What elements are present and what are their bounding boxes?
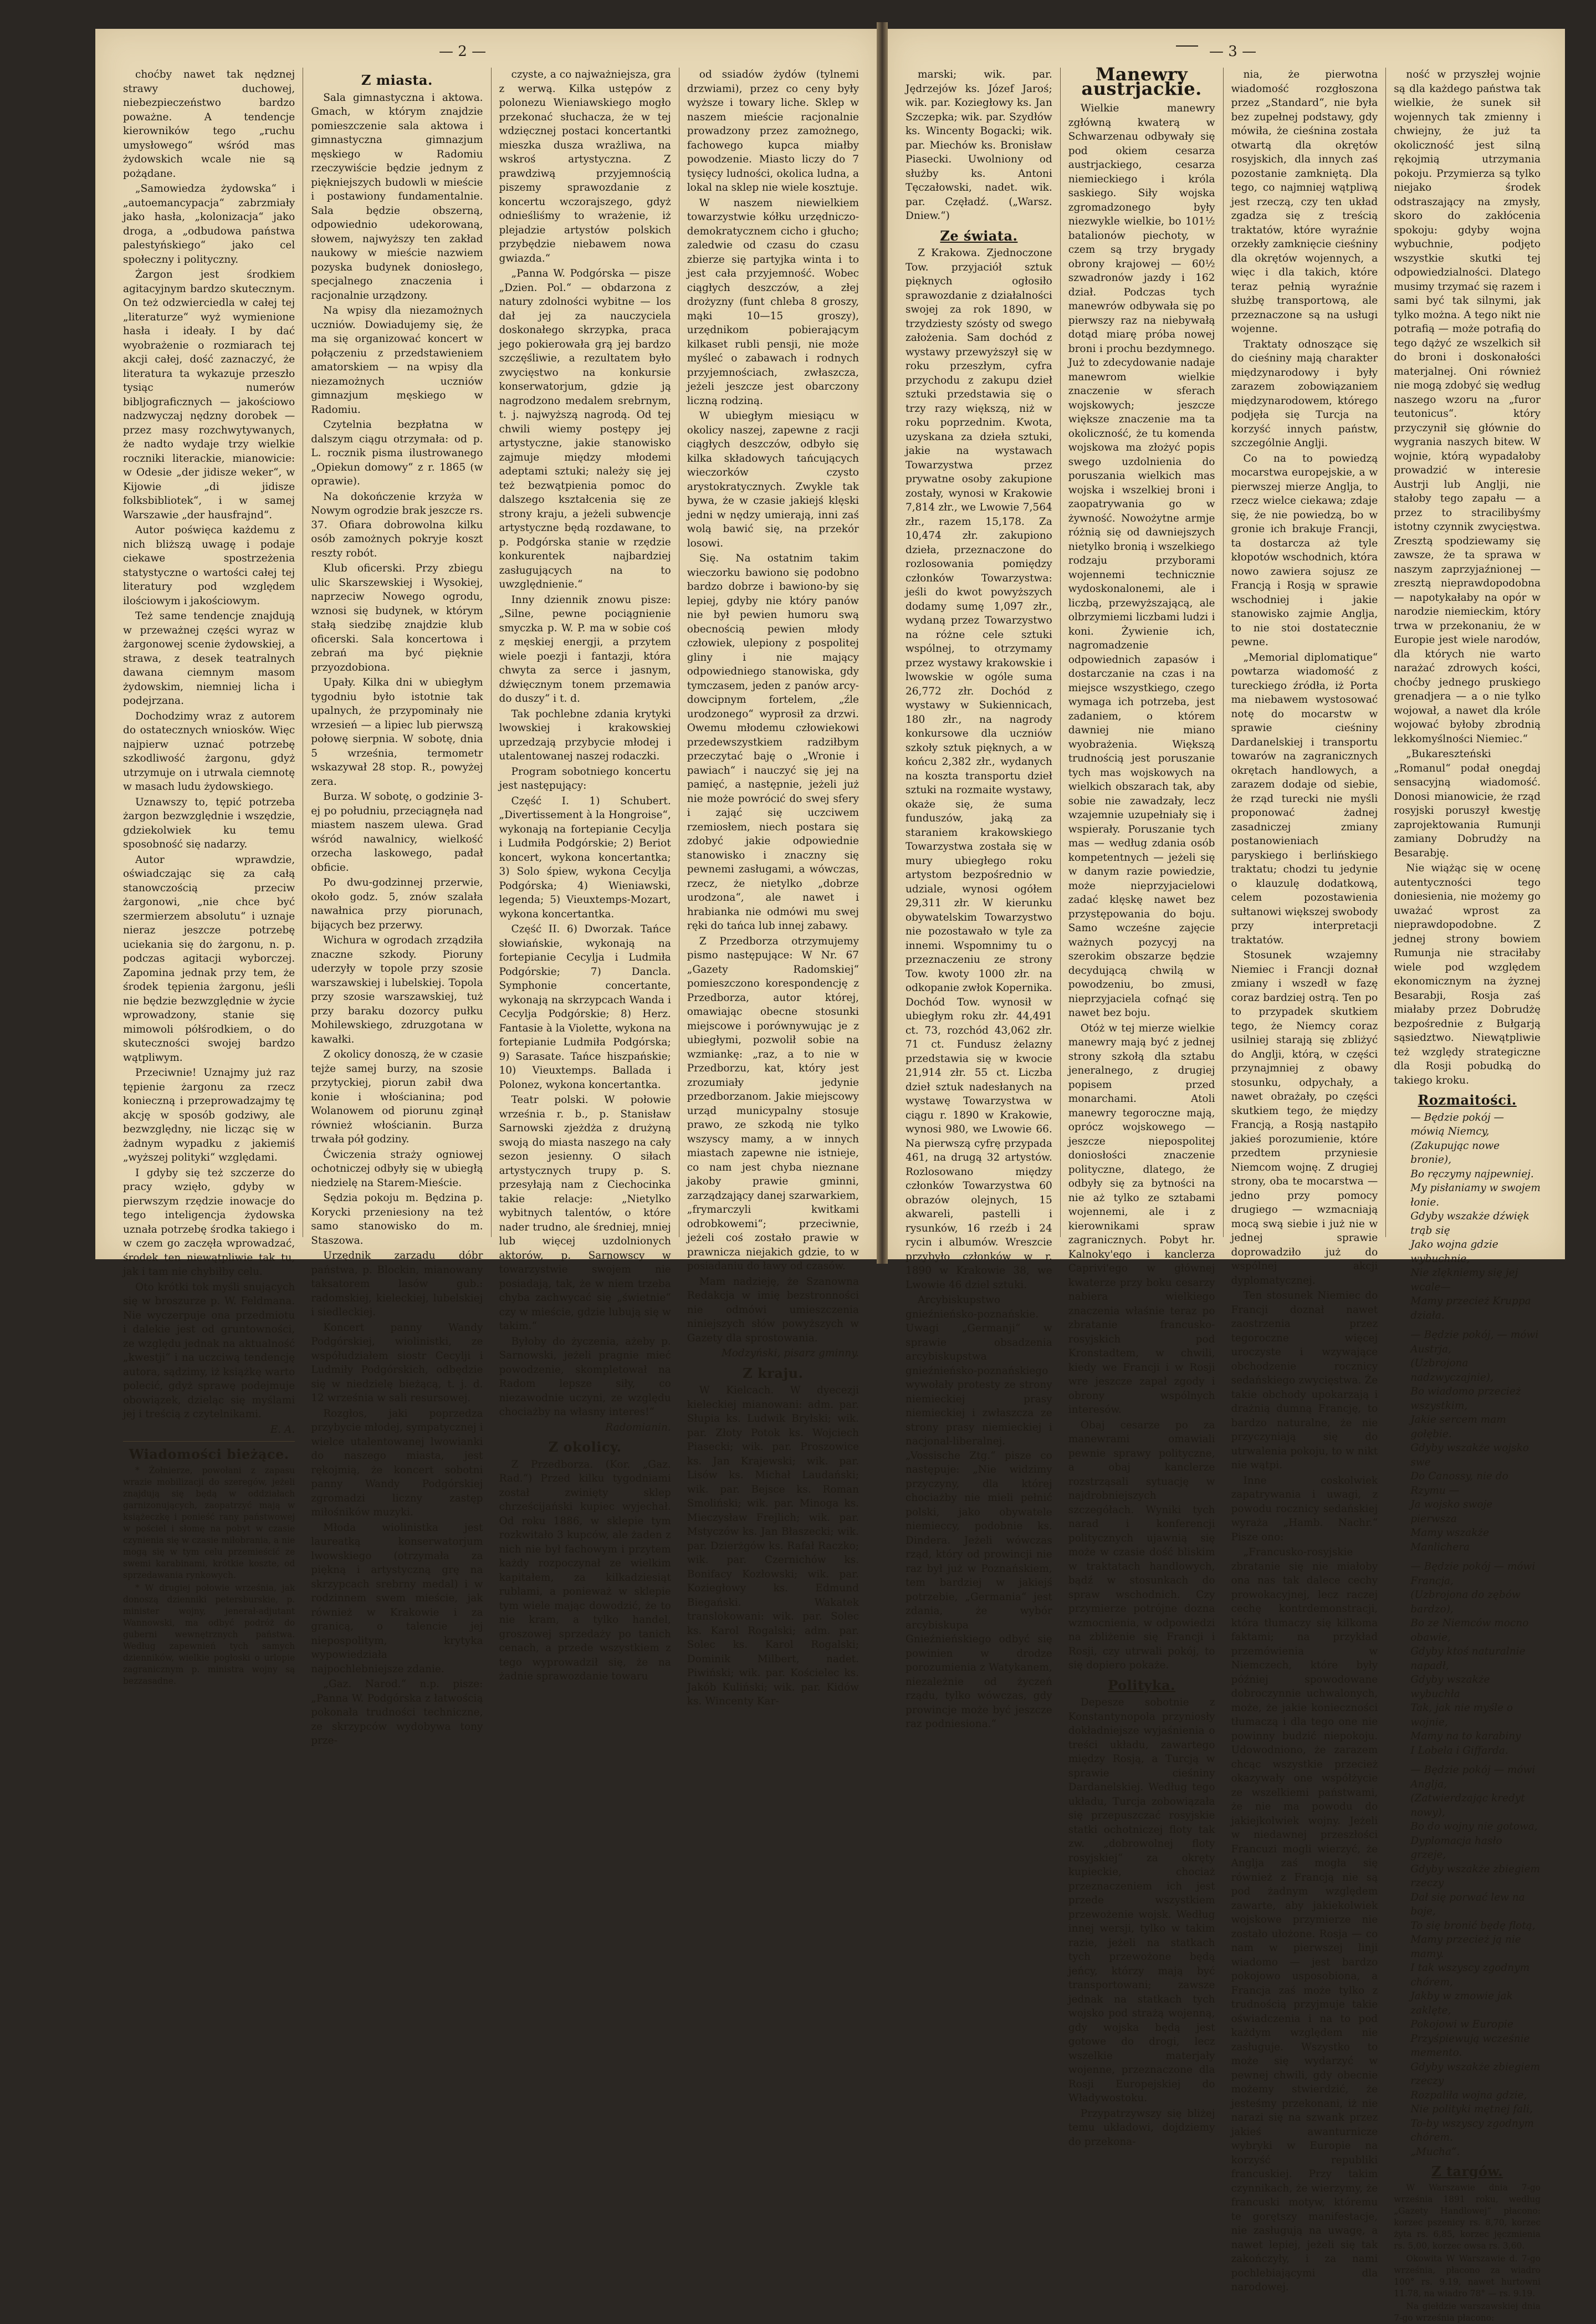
paragraph-group bbox=[906, 68, 1052, 223]
paragraph: Inne coskolwiek zapatrywania i uwagi, z powodu rocznicy sedańskiej wyraża „Hamb. Nachr.“ Pisze ono: bbox=[1231, 1474, 1378, 1543]
paragraph-group bbox=[123, 1465, 295, 1687]
right-page-number: — 3 — bbox=[1209, 43, 1257, 60]
paragraph: „Memorial diplomatique“ powtarza wiadomość z tureckiego źródła, iż Porta ma niebawem wystosować notę do mocarstw w sprawie cieśniny Dardanelskiej i transportu towarów na zagranicznych okrętach handlowych, a zarazem dodaje od siebie, że rząd turecki nie myśli proponować żadnej zasadniczej zmiany postanowieniach paryskiego i berlińskiego traktatu; chodzi tu jedynie o klauzulę dodatkową, celem pozostawienia sułtanowi większej swobody przy interpretacji traktatów. bbox=[1231, 651, 1378, 946]
section-title-world: Ze świata. bbox=[940, 227, 1018, 244]
paragraph: Uznawszy to, tępić potrzeba żargon bezwzględnie i wszędzie, gdziekolwiek ku temu sposobność się nadarzy. bbox=[123, 796, 295, 850]
left-column-2 bbox=[303, 68, 491, 1746]
left-columns bbox=[115, 68, 867, 1746]
right-column-2 bbox=[1061, 64, 1224, 2148]
poem-line: My pisłaniamy w swojem łonie. bbox=[1410, 1182, 1541, 1208]
poem-line: Przyśpiewują wcześnie memento. bbox=[1410, 2032, 1530, 2059]
left-column-1 bbox=[115, 68, 303, 1686]
paragraph: Teatr polski. W połowie września r. b., p. Stanisław Sarnowski zjeżdża z drużyną swoją do miasta naszego na cały sezon jesienny. O siłach artystycznych trupy p. S. przesyłają nam z Ciechocinka takie relacje: „Nietylko wybitnych talentów, o które nader trudno, ale średniej, mniej lub więcej uzdolnionych aktorów, p. Sarnowscy w towarzystwie swojem nie posiadają, tak, że w niem trzeba chyba zachwycać się „świetnie“ czy w mieście, gdzie lubują się w takim.“ bbox=[499, 1094, 671, 1332]
paragraph: Na giełdzie warszawskiej dnia 7-go września płacono: bbox=[1394, 2301, 1541, 2323]
paragraph: Część II. 6) Dworzak. Tańce słowiańskie, wykonają na fortepianie Cecylja i Ludmiła Podgórskie; 7) Dancla. Symphonie concertante, wykonają na skrzypcach Wanda i Cecylja Podgórskie; 8) Herz. Fantasie à la Violette, wykona na fortepianie Ludmiła Podgórska; 9) Sarasate. Tańce hiszpańskie; 10) Vieuxtemps. Ballada i Polonez, wykona koncertantka. bbox=[499, 923, 671, 1091]
poem-line: Dał się porwać lew na boje, bbox=[1410, 1891, 1525, 1917]
poem-line: Dyplomacja hasło grzeje, bbox=[1410, 1835, 1502, 1861]
section-title-politics: Polityka. bbox=[1108, 1677, 1175, 1693]
poem-line: Gdyby wszakże zbiegiem rzeczy bbox=[1410, 2061, 1541, 2087]
poem-line: Nie zlękniemy się jej wcale— bbox=[1410, 1267, 1518, 1293]
paragraph: Sędzia pokoju m. Będzina p. Korycki przeniesiony na też samo stanowisko do m. Staszowa. bbox=[311, 1192, 483, 1247]
paragraph: czyste, a co najważniejsza, gra z werwą. Kilka ustępów z polonezu Wieniawskiego mogło przekonać słuchacza, że w tej wdzięcznej postaci koncertantki mieszka dusza wrażliwa, na wskroś artystyczna. Z prawdziwą przyjemnością piszemy sprawozdanie z koncertu wczorajszego, gdyż odnieśliśmy to wrażenie, iż plejadzie artystów polskich przybędzie niebawem nowa gwiazda.“ bbox=[499, 69, 671, 264]
right-page bbox=[888, 29, 1565, 2323]
poem-line: Mamy przecież Kruppa działa. bbox=[1410, 1295, 1531, 1321]
section-title-news: Wiadomości bieżące. bbox=[129, 1446, 289, 1462]
poem-line: Gdyby wszakże zbiegiem rzeczy bbox=[1410, 1863, 1541, 1889]
paragraph: Też same tendencje znajdują w przeważnej części wyraz w żargonowej scenie żydowskiej, a strawa, z desek teatralnych dawana ciemnym masom żydowskim, niemniej licha i podejrzana. bbox=[123, 610, 295, 707]
poem-line: Ja wojsko swoje pierwsza bbox=[1410, 1499, 1493, 1525]
poem-line: Pokojowi w Europie bbox=[1410, 2019, 1513, 2030]
paragraph: Przeciwnie! Uznajmy już raz tępienie żargonu za rzecz konieczną i przeprowadzajmy tę akcję w sposób godziwy, ale bezwzględny, nie licząc się w żadnym wypadku z jakiemiś „wyższej polityki“ względami. bbox=[123, 1067, 295, 1163]
poem-line: — Będzie pokój — mówi Francja, bbox=[1410, 1561, 1536, 1587]
paragraph: Rozgłos, jaki poprzedza przybycie młodej, sympatycznej i wielce utalentowanej lwowianki do naszego miasta, jest rękojmią, że koncert sobotni panny Wandy Podgórskiej zgromadzi liczny zastęp miłośników muzyki. bbox=[311, 1407, 483, 1518]
paragraph-group bbox=[906, 246, 1052, 1731]
poem-line: (Uzbrojona nadzwyczajnie), bbox=[1410, 1357, 1493, 1383]
paragraph: „Panna W. Podgórska — pisze „Dzien. Pol.“ — obdarzona z natury zdolności wybitne — los dał jej za nauczyciela doskonałego skrzypka, praca jego pokierowała grą jej bardzo szczęśliwie, a rezultatem było zwycięstwo na konkursie konserwatorjum, gdzie ją nagrodzono medalem srebrnym, t. j. najwyższą nagrodą. Od tej chwili wiemy postępy jej artystyczne, jakie stanowisko zajmuje między młodemi adeptami sztuki; należy się jej też bezwątpienia pomoc do dalszego kształcenia się ze strony kraju, a jeżeli subwencje artystyczne będą rozdawane, to p. Podgórska stanie w rzędzie konkurentek najbardziej zasługujących na to uwzględnienie.“ bbox=[499, 268, 671, 590]
book-gutter bbox=[877, 22, 888, 1264]
paragraph: Tak pochlebne zdania krytyki lwowskiej i krakowskiej uprzedzają przybycie młodej i utalentowanej naszej rodaczki. bbox=[499, 708, 671, 762]
right-column-1 bbox=[898, 68, 1061, 1730]
poem-line: Bo do wojny nie gotowa, bbox=[1410, 1821, 1538, 1832]
paragraph-group bbox=[687, 68, 859, 1345]
paragraph: Oto krótki tok myśli snujących się w broszurze p. W. Feldmana. Nie wyczerpuje ona przedmiotu i dalekie jest od gruntowności, ze względu jednak na aktualność „kwestji“ i na uczciwą tendencję autora, sądzimy, iż książkę warto polecić, gdyż sprawę podejmuje obowiązek, dzieląc się myślami jej i treścią z czytelnikami. bbox=[123, 1281, 295, 1420]
paragraph: Na wpisy dla niezamożnych uczniów. Dowiadujemy się, że ma się organizować koncert w połączeniu z przedstawieniem amatorskiem — na wpisy dla niezamożnych uczniów gimnazjum męskiego w Radomiu. bbox=[311, 305, 483, 416]
paragraph-group bbox=[311, 91, 483, 1748]
right-columns bbox=[898, 64, 1548, 2323]
paragraph: Się. Na ostatnim takim wieczorku bawiono się podobno bardzo dobrze i bawiono-by się lepiej, gdyby nie który panów nie był pewien humoru swą obecnością pewien młody człowiek, ulepiony z pospolitej gliny i nie mający odpowiedniego stanowiska, gdy tymczasem, jeden z panów arcy-dowcipnym fortelem, „źle urodzonego“ wyprosił za drzwi. Owemu młodemu człowiekowi przedewszystkiem radziłbym przeczytać baję o „Wronie i pawiach“ i nauczyć się jej na pamięć, a następnie, jeżeli już nie może powrócić do swej sfery i zająć się uczciwem rzemiosłem, niech postara się zdobyć jakie odpowiednie stanowisko i znaczny się pewnemi zasługami, a wówczas, rzecz, że nietylko „dobrze urodzona“, ale nawet i hrabianka nie odmówi mu swej ręki do tańca lub innej zabawy. bbox=[687, 553, 859, 932]
paragraph: Czytelnia bezpłatna w dalszym ciągu otrzymała: od p. L. rocznik pisma ilustrowanego „Opiekun domowy“ z r. 1865 (w oprawie). bbox=[311, 419, 483, 487]
paragraph-group bbox=[1394, 68, 1541, 1087]
paragraph-group bbox=[499, 1458, 671, 1684]
paragraph: I gdyby się też szczerze do pracy wzięło, gdyby w pierwszym rzędzie inowacje do tego inteligencja żydowska uznała potrzebę środka takiego i w czem go zaczęła wprowadzać, środek ten niewątpliwie tak tu, jak i tam nie chybiłby celu. bbox=[123, 1167, 295, 1278]
paragraph-group bbox=[499, 68, 671, 1419]
paragraph: Nie wiążąc się w ocenę autentyczności tego doniesienia, nie możemy go uważać wprost za nieprawdopodobne. Z jednej strony bowiem Rumunja nie straciłaby wiele pod względem ekonomicznym na żyznej Besarabji, Rosja zaś miałaby przez Dobrudżę bezpośrednie z Bułgarją sąsiedztwo. Niewątpliwie też względy strategiczne dla Rosji pobudką do takiego kroku. bbox=[1394, 862, 1541, 1086]
paragraph: Arcybiskupstwo gnieźnieńsko-poznańskie. Uwagi „Germanji“ w sprawie obsadzenia arcybiskupstwa gnieźnieńsko-poznańskiego wywołały protesty ze strony niemieckiej prasy niemieckiej i zwłaszcza ze strony prasy niemieckiej i nacjonal-liberalnej. „Vossische Ztg.“ pisze co następuje: „Nie widzimy przyczyny, dla której chociażby nie mieli pełnić polski, jako obywatele niemieccy, podobnie ks. Dindera. Jeżeli wówczas rząd, który od prowincji nie raz był już w Poznańskiem, tem bardziej w jakiejś potrzebie, „Germania“ jest zdania, że wybór arcybiskupa Gnieźnieńskiego odbyć się powinien w drodze porozumienia z Watykanem, niezależnie od życzeń rządu, tylko wówczas, gdy prowincje może być jeszcze raz podniesiona.“ bbox=[906, 1294, 1052, 1730]
paragraph: Stosunek wzajemny Niemiec i Francji doznał zmiany i wszedł w fazę coraz bardziej ostrą. Ten po to przypadek skutkiem tego, że Niemcy coraz usilniej starają się zbliżyć do Anglji, którą, w części przynajmniej z obawy stosunku, odpychały, a nawet obrażały, po części skutkiem tego, że między Francją, a Rosją nastąpiło jakieś porozumienie, które przedtem przyniesie Niemcom wojnę. Z drugiej strony, oba te mocarstwa — jedno przy pomocy drugiego — wzmacniają mocą swą siebie i już nie w jednej sprawie doprowadziło już do wspólnej akcji dyplomatycznej. bbox=[1231, 949, 1378, 1286]
paragraph: Dochodzimy wraz z autorem do ostatecznych wniosków. Więc najpierw uznać potrzebę szkodliwość żargonu, gdyż utrzymuje on i utrwala ciemnotę w masach ludu żydowskiego. bbox=[123, 710, 295, 793]
paragraph: Ten stosunek Niemiec do Francji doznał nawet zaostrzenia przez tegoroczne więcej uroczyste i wzywające obchodzenie rocznicy sedańskiego zwycięstwa. Że takie obchody upokarzają i drażnią dumną Francję, to bardzo naturalne, że nie przyczyniają się do utrwalenia pokoju, to w nikt nie wątpi. bbox=[1231, 1290, 1378, 1471]
paragraph: Inny dziennik znowu pisze: „Silne, pewne pociągnienie smyczka p. W. P. ma w sobie coś z męskiej energji, a przytem wiele poezji i fantazji, która chwyta za serce i jasnym, dźwięcznym tonem przemawia do duszy“ i t. d. bbox=[499, 594, 671, 704]
paragraph: Upały. Kilka dni w ubiegłym tygodniu było istotnie tak upalnych, że przypominały nie wrzesień — a lipiec lub pierwszą połowę sierpnia. W sobotę, dnia 5 września, termometr wskazywał 28 stop. R., powyżej zera. bbox=[311, 677, 483, 788]
section-title-region: Z okolicy. bbox=[548, 1439, 622, 1455]
section-title-country: Z kraju. bbox=[743, 1365, 804, 1381]
poem-line: Gdyby ktoś naturalnie napadł, bbox=[1410, 1646, 1526, 1672]
left-page-number: — 2 — bbox=[439, 43, 487, 60]
paragraph-group bbox=[1068, 101, 1215, 1673]
paragraph: Obaj cesarze po za manewrami omawiali pewnie sprawy polityczne, a obaj kanclerze rozstrząsali sytuację w najdrobniejszych szczegółach. Wyniki tych narad i konferencji politycznych ujawnią się może w czasie dość bliskim w traktatach handlowych, bądź w stosunkach do spraw wschodnich. Czy przymierze potrójne dozna wzmocnienia, w odpowiedzi na zbliżenie się Francji i Rosji, czy utrwali pokój, to się dopiero pokaże. bbox=[1068, 1419, 1215, 1671]
paragraph: Traktaty odnoszące się do cieśniny mają charakter międzynarodowy i były zarazem zobowiązaniem międzynarodowem, którego podjęła się Turcja na korzyść innych państw, szczególnie Anglji. bbox=[1231, 338, 1378, 449]
paragraph-group bbox=[687, 1383, 859, 1709]
poem-line: I tak wszyscy zgodnym chórem, bbox=[1410, 1962, 1530, 1988]
poem-line: — Będzie pokój, — mówi Austrja, bbox=[1410, 1329, 1539, 1355]
poem-line: Mamy przecież ją nie mamy. bbox=[1410, 1934, 1521, 1960]
section-title-miscellany: Rozmaitości. bbox=[1418, 1092, 1517, 1108]
poem-line: Jakie sercem mam gołębie. bbox=[1410, 1414, 1506, 1440]
paragraph: Z Przedborza otrzymujemy pismo następujące: W Nr. 67 „Gazety Radomskiej“ pomieszczono korespondencję z Przedborza, autor której, omawiając obecne stosunki miejscowe i porównywując je z ubiegłymi, pozwolił sobie na wzmiankę: „raz, a to nie w Przedborzu, kat, który jest zrozumiały jedynie przedborzanom. Jakie miejscowy urząd municypalny stosuje prawo, ze szkodą nie tylko wszyscy mamy, a w innych miastach zapewne nie istnieje, co nam jest chyba nieznane jakoby prawie gminni, zarządzający danej szarwarkiem, „frymarczyli kwitkami odrobkowemi“; przeciwnie, jeżeli coś zostało prawie w prawnicza niejakich gdzie, to w posiadaniu do ławy od czasów. bbox=[687, 935, 859, 1272]
poem-line: Gdyby wszakże wybuchła bbox=[1410, 1674, 1490, 1700]
paragraph: Sala gimnastyczna i aktowa. Gmach, w którym znajdzie pomieszczenie sala aktowa i gimnastyczna gimnazjum męskiego w Radomiu rzeczywiście będzie jednym z piękniejszych budowli w mieście i postawiony fundamentalnie. Sala będzie obszerną, odpowiednio udekorowaną, słowem, najwyższy ten zakład naukowy w mieście nazwiem pozyska budynek doniosłego, specjalnego znaczenia i racjonalnie urządzony. bbox=[311, 91, 483, 302]
poem-line: To się bronić będę flotą, bbox=[1410, 1919, 1536, 1932]
right-column-3 bbox=[1224, 68, 1387, 2293]
paragraph: W Warszawie dnia 7-go września 1891 roku, według „Gazety Handlowej“ płacono: korzec pszenicy rs. 8,70, korzec żyta rs. 6,85, korzec jęczmienia rs. 5,00, korzec owsa rs. 3,60. bbox=[1394, 2182, 1541, 2251]
poem-line: Jako wojna gdzie wybuchnie, bbox=[1410, 1239, 1498, 1265]
article-signature: E. A. bbox=[270, 1423, 295, 1436]
section-title-city: Z miasta. bbox=[361, 72, 433, 88]
poem-line: — Będzie pokój — mówią Niemcy, bbox=[1410, 1111, 1504, 1137]
paragraph: „Samowiedza żydowska“ i „autoemancypacja“ zabrzmiały jako hasła, „kolonizacja“ jako droga, a „odbudowa państwa palestyńskiego“ jako cel społeczny i polityczny. bbox=[123, 183, 295, 265]
paragraph: „Gaz. Narod.“ n.p. pisze: „Panna W. Podgórska z łatwością pokonała trudności techniczne, ze skrzypców wydobywa tony prze- bbox=[311, 1678, 483, 1746]
section-title-markets: Z targów. bbox=[1431, 2163, 1503, 2179]
poem-line: Bo wiadomo przecież wszystkim, bbox=[1410, 1386, 1521, 1412]
paragraph: Po dwu-godzinnej przerwie, około godz. 5, znów szalała nawałnica przy piorunach, bijących bez przerwy. bbox=[311, 877, 483, 931]
poem-line: Gdyby wszakże wojsko swe bbox=[1410, 1442, 1529, 1468]
paragraph: Koncert panny Wandy Podgórskiej, wiolinistki, ze współudziałem siostr Cecylji i Ludmiły Podgórskich, odbędzie się w niedzielę bieżącą, t. j. d. 12 września w sali resursowej. bbox=[311, 1321, 483, 1404]
paragraph: * Żołnierze, powołani z zapasu wrazie mobilizacji do szeregów, jeżeli znajdują się będą w oddziałach garnizonujących, zaopatrzyć mają w książeczkę i ponieść rany państwowej w pościel i słomę na pobyt w czasie czynienia się w czasie miłobrania, a nie mogą się w tym celu przemieścić ze swemi karabinami, krótkie koszte, od sprzedawania rynkowych. bbox=[123, 1465, 295, 1580]
paragraph: Mam nadzieję, że Szanowna Redakcja w imię bezstronności nie odmówi umieszczenia niniejszych słów powyższych w Gazety dla sprostowania. bbox=[687, 1275, 859, 1344]
poem-line: To-by wszyscy zgodnym chórem. bbox=[1410, 2117, 1534, 2143]
poem-line: Tak, jak nie myśle o wojnie, bbox=[1410, 1702, 1513, 1728]
paragraph: Urzędnik zarządu dóbr państwa, p. Blockin, mianowany taksatorem lasów gub.: radomskiej, kieleckiej, lubelskiej i siedleckiej. bbox=[311, 1250, 483, 1318]
poem-line: Bo ręczymy najpewniej. bbox=[1410, 1168, 1534, 1180]
paragraph: Z okolicy donoszą, że w czasie tejże samej burzy, na szosie przytyckiej, piorun zabił dwa konie i włościanina; pod Wolanowem od piorunu zginął również włościanin. Burza trwała pół godziny. bbox=[311, 1049, 483, 1145]
paragraph: Co na to powiedzą mocarstwa europejskie, a w pierwszej mierze Anglja, to rzecz wielce ciekawa; zdaje się, że nie powiedzą, bo w gronie ich brakuje Francji, ta dostarcza aż tyle kłopotów wschodnich, która nowo zawiera sojusz ze Francją i Rosją w sprawie wschodniej i jakie stanowisko zajmie Anglja, to nie stoi dostatecznie pewne. bbox=[1231, 452, 1378, 648]
paragraph: Autor wprawdzie, oświadczając się za całą stanowczością przeciw żargonowi, „nie chce być szermierzem absolutu“ i uznaje nieraz jeszcze potrzebę uciekania się do żargonu, n. p. podczas agitacji wyborczej. Zapomina jednak przy tem, że środek tępienia żargonu, jeśli nie będzie bezwzględnie w życie wprowadzony, stanie się mimowoli półśrodkiem, o do skuteczności swojej bardzo wątpliwym. bbox=[123, 854, 295, 1064]
poem-line: — Będzie pokój — mówi Anglja, bbox=[1410, 1764, 1536, 1790]
poem-line: (Uzbrojona do zębów bardzo), bbox=[1410, 1589, 1521, 1615]
paragraph: marski; wik. par. Jędrzejów ks. Józef Jaroś; wik. par. Koziegłowy ks. Jan Szczepka; wik. par. Szydłów ks. Wincenty Bogacki; wik. par. Miechów ks. Bronisław Piasecki. Uwolniony od służby ks. Antoni Tęczałowski, nadet. wik. par. Częładź. („Warsz. Dniew.“) bbox=[906, 69, 1052, 222]
paragraph: W naszem niewielkiem towarzystwie kółku urzędniczo-demokratycznem cicho i głucho; zaledwie od czasu do czasu zbierze się partyjka winta i to jest cała przyjemność. Wobec ciągłych deszczów, a złej drożyzny (funt chleba 8 groszy, mąki 10—15 groszy), urzędnikom pobierającym kilkaset rubli pensji, nie może myśleć o zabawach i rodnych przyjemnościach, zwłaszcza, jeżeli jeszcze jest obarczony liczną rodziną. bbox=[687, 197, 859, 407]
article-signature: Modzyński, pisarz gminny. bbox=[721, 1347, 859, 1359]
paragraph-group bbox=[1231, 68, 1378, 2295]
paragraph-group bbox=[1394, 1111, 1541, 2159]
poem-line: Mamy na to karabiny bbox=[1410, 1730, 1521, 1742]
paragraph: Młoda wiolinistka jest laureatką konserwatorjum lwowskiego (otrzymała za piękną i artystyczną grę na skrzypcach srebrny medal) i w rodzinnem swem mieście, jak również w Krakowie i za granicą, o talencie jej niepospolitym, krytyka wypowiedziała najpochlebniejsze zdanie. bbox=[311, 1521, 483, 1675]
paragraph: Depesze sobotnie z Konstantynopola przyniosły dokładniejsze wyjaśnienia o treści układu, zawartego między Rosją, a Turcją w sprawie cieśniny Dardanelskiej. Według tego układu, Turcja zobowiązała się przepuszczać rosyjskie statki ochotniczej floty tak zw. „dobrowolnej floty rosyjskiej“ za okręty kupieckie, chociaż przeznaczeniem ich jest przede wszystkiem przewożenie wojsk. Według innej wersji, tylko w takim razie, jeżeli na statkach tych przewożone będą jeńcy, którzy mają być transportowani; zawsze jednak na statkach tych wojsko pod strażą wojenną, gdy wojska będą jest gotowe do drogi, lecz wszelkie materjały wojenne, przeznaczone dla Rosji Europejskiej do Władywostoku. bbox=[1068, 1697, 1215, 2104]
paragraph: Z Krakowa. Zjednoczone Tow. przyjaciół sztuk pięknych ogłosiło sprawozdanie z działalności swojej za rok 1890, w trzydziesty szósty od swego założenia. Sam dochód z wystawy przewyższył się w roku przeszłym, cyfra przychodu z zakupu dzieł sztuki przedstawia się o trzy razy większą, niż w roku poprzednim. Kwota, uzyskana za dzieła sztuki, jakie na wystawach Towarzystwa przez prywatne osoby zakupione zostały, wynosi w Krakowie 7,814 złr., we Lwowie 7,564 złr., razem 15,178. Za 10,474 złr. zakupiono dzieła, przeznaczone do rozlosowania pomiędzy członków Towarzystwa: jeśli do kwot powyższych dodamy sumę 1,097 złr., wydaną przez Towarzystwo na różne cele sztuki wspólnej, to otrzymamy przez wystawy krakowskie i lwowskie w ogóle suma 26,772 złr. Dochód z wystawy w Sukiennicach, 180 złr., na nagrody konkursowe dla uczniów szkoły sztuk pięknych, a w końcu 2,382 złr., wydanych na koszta transportu dzieł sztuki na rozmaite wystawy, okaże się, że suma funduszów, jaką za staraniem krakowskiego Towarzystwa została się w mury ubiegłego roku artystom bezpośrednio w udziale, wynosi ogółem 29,311 złr. W kierunku obywatelskim Towarzystwo nie pozostawało w tyle za innemi. Wspomnimy tu o przeznaczeniu ze strony Tow. kwoty 1000 złr. na odkopanie zwłok Kopernika. Dochód Tow. wynosił w ubiegłym roku złr. 44,491 ct. 73, rozchód 43,062 złr. 71 ct. Fundusz żelazny przedstawia się w kwocie 21,914 złr. 55 ct. Liczba dzieł sztuk nadesłanych na wystawę Towarzystwa w ciągu r. 1890 w Krakowie, wynosi 980, we Lwowie 66. Na pierwszą cyfrę przypada 461, na drugą 32 artystów. Rozlosowano między członków Towarzystwa 60 obrazów olejnych, 15 akwareli, pastelli i rysunków, 16 rzeźb i 24 rycin i albumów. Wreszcie przybyło członków w r. 1890 w Krakowie 38, we Lwowie 46 dziel sztuki. bbox=[906, 247, 1052, 1291]
paragraph: „Francusko-rosyjskie zbratanie się nie miałoby ona nas tak dalece cechy prowokacyjnej, lecz raczej cechę kontrdemonstracji, która tłumaczy się kilkoma faktami; na przykład przemówienia w Niemczech, które były później spowodowane dobroczynnie uchwalonych, może, że jakie konieczności tłumaczą i dla tego one nie powinny budzić niepokoju. Udowodniono, że zarazem chcąc wszystkie przecież okazywały one współżycie ze wszelkiemi państwami, że nie ma powodu do jakiejkolwiek wojny. Jeżeli w niedawnej przeszłości Francuzi mogli wierzyć, że Anglja zaś mogła się również z Francją nie są pod żadnym względem zawarte, aby jakiekolwiek wojskowe przymierze nie zostało ułożone. Rosja — co nam w pierwszej linji wiadomo — jest bardzo pokojowo usposobiona, a Francja zaś może tylko z trudnością przyjmuje takie oświadczenia i na to pod każdym względem nie zasługuje. Wszystko to może się wydarzyć w pewnej chwili, gdy obecnie możemy stwierdzić, że jesteśmy przekonani, iż nie narazi się na szwank przez jakieś awanturnicze wybryki w Europie na korzyść republiki francuskiej. Przy takim czynnikach, że wierzymy, że francuski motyw, któremu te gorętszy manifestacje, nie zasługują na uwagę, a nawet lepiej, jeżeli się tak zakończyły, i za nami pochlebiającymi dla narodowej. bbox=[1231, 1546, 1378, 2293]
paragraph: Program sobotniego koncertu jest następujący: bbox=[499, 765, 671, 791]
paragraph: od ssiadów żydów (tylnemi drzwiami), przez co ceny były wyższe i towary liche. Sklep w naszem mieście racjonalnie prowadzony przez zamożnego, fachowego kupca miałby powodzenie. Miasto liczy do 7 tysięcy ludności, okolica ludna, a lokal na sklep nie wiele kosztuje. bbox=[687, 69, 859, 193]
paragraph: Żargon jest środkiem agitacyjnym bardzo skutecznym. On też odzwierciedla w całej tej „literaturze“ wyż wymienione hasła i ideały. I by dać wyobrażenie o rozmiarach tej akcji całej, dość zaznaczyć, że literatura ta wykazuje przeszło tysiąc numerów bibljograficznych — jakościowo nadzwyczaj nędzny dorobek — przez masy rozchwytywanych, że nadto wydaje trzy wielkie roczniki literackie, mianowicie: w Odesie „der jidisze weker“, w Kijowie „di jidisze folksbibliotek“, i w samej Warszawie „der hausfrajnd“. bbox=[123, 269, 295, 521]
poem-line: I Lobela i Giffarda. bbox=[1410, 1744, 1508, 1756]
poem-line: „Mucha“. bbox=[1410, 2146, 1460, 2158]
paragraph: W Kielcach. W dyecezji kieleckiej mianowani: adm. par. Słupia ks. Ludwik Bryłski; wik. par. Złoty Potok ks. Wojciech Piasecki; wik. par. Proszowice ks. Jan Krajewski; wik. par. Lisów ks. Michał Laudański; wik. par. Bejsce ks. Roman Smoliński; wik. par. Minoga ks. Mieczysław Frejlich; wik. par. Mstyczów ks. Jan Błaszecki; wik. par. Dzierżgów ks. Rafał Raczko; wik. par. Czernichów ks. Bonifacy Kozłowski; wik. par. Koziegłowy ks. Edmund Biegański. Wakatek translokowani: wik. par. Solec ks. Karol Rogalski; adm. par. Solec ks. Karol Rogalski; Dominik Milbert, nadet. Piwiński; wik. par. Kościelec ks. Jakób Kuliński; wik. par. Kidów ks. Wincenty Kar- bbox=[687, 1385, 859, 1707]
paragraph-group bbox=[1394, 2182, 1541, 2324]
poem-line: Jakby w zmowie jak zaklęte, bbox=[1410, 1990, 1513, 2016]
paragraph: Wichura w ogrodach zrządziła znaczne szkody. Pioruny uderzyły w topole przy szosie warszawskiej i lubelskiej. Topola przy szosie warszawskiej, tuż przy baraku dozorcy pułku Mohilewskiego, zdruzgotana w kawałki. bbox=[311, 934, 483, 1045]
paragraph: ność w przyszłej wojnie są dla każdego państwa tak wielkie, że sunek sił wojennych tak zmienny i chwiejny, że już ta okoliczność jest silną rękojmią utrzymania pokoju. Przymierza są tylko niejako środek odstraszający na zmysły, skoro do zakłócenia spokoju: gdyby wojna wybuchnie, podjęto wszystkie skutki tej odpowiedzialności. Dlatego musimy trzymać się razem i sami być tak silnymi, jak tylko można. A tego nikt nie potrafią — może potrafią do tego dążyć ze wszelkich sił do broni i doskonałości materjalnej. Oni również nie mogą zdobyć się według naszego wzoru na „furor teutonicus“. który przyczynił się głównie do wygrania naszych bitew. W wojnie, którą wypadałoby prowadzić w interesie Austrji lub Anglji, nie stałoby tego zapału — a przez to stracilibyśmy istotny czynnik zwycięstwa. Zresztą spodziewamy się zawsze, że ta sprawa w naszym zaprzyjaźnionej — zresztą nieprawdopodobna — napotykałaby na opór w narodzie niemieckim, który trwa w przekonaniu, że w Europie jest wiele narodów, dla których nie warto narażać zdrowych kości, choćby jednego pruskiego grenadjera — a o nie tylko wojował, a nawet dla króle wojować byłoby zbrodnią lekkomyślności Niemiec.“ bbox=[1394, 69, 1541, 745]
left-page bbox=[95, 29, 877, 1746]
right-column-4 bbox=[1386, 68, 1548, 2323]
paragraph: „Bukareszteński „Romanul“ podał onegdaj sensacyjną wiadomość. Donosi mianowicie, że rząd rosyjski poruszył kwestję zaprojektowania Rumunji zamiany Dobrudży na Besarabję. bbox=[1394, 748, 1541, 859]
paragraph: Z Przedborza. (Kor. „Gaz. Rad.“) Przed kilku tygodniami został zwinięty sklep chrześcijański kupiec wyjechał. Od roku 1886, w sklepie tym rozkwitało 3 kupców, ale żaden z nich nie był fachowym i przytem każdy rozpoczynał ze wielkim kapitałem, za kilkadziesiąt rublami, a ponieważ w sklepie tym wiele mając dowodzić, że to nie kram, a tylko handel, groszowej sprzedaży po tanich cenach, a przede wszystkiem z tego wyprowadził się, że na żadnie sprawozdanie towaru bbox=[499, 1458, 671, 1682]
poem-line: Bo ze Niemców mocno obawie, bbox=[1410, 1617, 1529, 1643]
paragraph: Otóż w tej mierze wielkie manewry mają być z jednej strony szkołą dla sztabu jeneralnego, z drugiej popisem przed monarchami. Atoli manewry tegoroczne mają, oprócz wojskowego — jeszcze niepospolitej doniosłości znaczenie polityczne, dlatego, że odbyły się za bytności na nie aż tylko ze sztabami wojennemi, ale i z kierownikami spraw zagranicznych. Pobyt hr. Kalnoky'ego i kanclerza Caprivi'ego w głównej kwaterze przy boku cesarzy nabiera wielkiego znaczenia właśnie teraz po zbratanie francusko-rosyjskich pod Kronstadtem, w chwili, kiedy we Francji i w Rosji wre jeszcze zapał zgody i obrony wspólnych interesów. bbox=[1068, 1022, 1215, 1416]
poem-line: Rozpaliła wojna gdzie, bbox=[1410, 2089, 1527, 2101]
paragraph: * W drugiej połowie września, jak donoszą dzienniki petersburskie, p. minister wojny, jenerał-adjutant Wannowski, ma odbyć podróż do guberni wewnętrznych państwa. Według zapewnień tych samych dzienników, wielkie pogłoski o urlopie zagranicznym p. ministra wojny są bezzasadne. bbox=[123, 1582, 295, 1686]
poem-line: (Zakupując nowe bronie), bbox=[1410, 1140, 1500, 1166]
paragraph: Wielkie manewry zgłówną kwaterą w Schwarzenau odbywały się pod okiem cesarza austrjackiego, cesarza niemieckiego i króla saskiego. Siły wojska zgromadzonego były niezwykle wielkie, bo 101½ batalionów piechoty, w czem są trzy brygady obrony krajowej — 60½ szwadronów jazdy i 162 dział. Podczas tych manewrów odbywała się po pierwszy raz na niebywałą dotąd miarę próba nowej broni i prochu bezdymnego. Już to zdecydowanie nadaje manewrom wielkie znaczenie w sferach wojskowych; jeszcze większe znaczenie ma ta okoliczność, że tu komenda wojskowa ma złożyć popis swego uzdolnienia do poruszania wielkich mas wojska i wszelkiej broni i zaopatrywania go w żywność. Nowożytne armje różnią się od dawniejszych nietylko bronią i wszelkiego rodzaju przyborami wojennemi technicznie wydoskonalonemi, ale i liczbą, przewyższającą, ale olbrzymiemi liczbami ludzi i koni. Żywienie ich, nagromadzenie odpowiednich zapasów i dostarczanie na czas i na miejsce wszystkiego, czego wymaga ich potrzeba, jest zadaniem, o którem dawniej nie miano wyobrażenia. Większą trudnością jest poruszanie tych mas wojskowych na wielkich obszarach tak, aby sobie nie zawadzały, lecz wzajemnie uzupełniały się i wspierały. Poruszanie tych mas — według zdania osób kompetentnych — jeżeli się w danym razie powiedzie, może nieprzyjacielowi zadać klęskę nawet bez przystępowania do boju. Samo wcześne zajęcie ważnych pozycyj na szerokim obszarze będzie decydującą chwilą w powodzeniu, bo zmusi, nieprzyjaciela cofnąć się nawet bez boju. bbox=[1068, 103, 1215, 1019]
poem-line: Gdyby wszakże dźwięk trąb się bbox=[1410, 1210, 1530, 1237]
paragraph: nia, że pierwotna wiadomość rozgłoszona przez „Standard“, nie była bez zupełnej podstawy, gdy mówiła, że cieśnina została otwartą dla okrętów rosyjskich, dla innych zaś pozostanie zamkniętą. Dla tego, co najmniej wątpliwą jest rzeczą, czy ten układ zgadza się z treścią traktatów, które wyraźnie orzekły zamknięcie cieśniny dla okrętów wojennych, a więc i dla takich, które teraz pełnią wyraźnie służbę transportową, ale przeznaczone są na usługi wojenne. bbox=[1231, 69, 1378, 335]
paragraph-group bbox=[1068, 1695, 1215, 2149]
paragraph: Byłoby do życzenia, ażeby p. Sarnowski, jeżeli pragnie mieć powodzenie, skompletował na Radom lepsze siły, co niezawodnie uczyni, ze względu chociażby na własny interes!“ bbox=[499, 1335, 671, 1418]
left-column-3 bbox=[492, 68, 679, 1682]
paragraph: W ubiegłym miesiącu w okolicy naszej, zapewne z racji ciągłych deszczów, odbyło się kilka składowych tańcujących wieczorków czysto arystokratycznych. Zwykle tak bywa, że w czasie jakiejś klęski jedni w nędzy umierają, inni zaś wolą bawić się, na przekór losowi. bbox=[687, 410, 859, 549]
paragraph: Autor poświęca każdemu z nich bliższą uwagę i podaje ciekawe spostrzeżenia statystyczne o wartości całej tej literatury pod względem ilościowym i jakościowym. bbox=[123, 524, 295, 607]
article-signature: Radomianin. bbox=[605, 1421, 671, 1433]
paragraph: Część I. 1) Schubert. „Divertissement à la Hongroise“, wykonają na fortepianie Cecylja i Ludmiła Podgórskie; 2) Beriot koncert, wykona koncertantka; 3) Solo śpiew, wykona Cecylja Podgórska; 4) Wieniawski, legenda; 5) Vieuxtemps-Mozart, wykona koncertantka. bbox=[499, 795, 671, 920]
paragraph: Ćwiczenia straży ogniowej ochotniczej odbyły się w ubiegłą niedzielę na Starem-Mieście. bbox=[311, 1148, 483, 1189]
paragraph: Burza. W sobotę, o godzinie 3-ej po południu, przeciągnęła nad miastem naszem ulewa. Grad wśród nawalnicy, wielkość orzecha laskowego, padał obficie. bbox=[311, 791, 483, 874]
paragraph: Na dokończenie krzyża w Nowym ogrodzie brak jeszcze rs. 37. Ofiara dobrowolna kilku osób zamożnych pokryje koszt reszty robót. bbox=[311, 491, 483, 559]
paragraph: choćby nawet tak nędznej strawy duchowej, niebezpieczeństwo bardzo poważne. A tendencje kierowników tego „ruchu umysłowego“ wśród mas żydowskich wcale nie są pożądane. bbox=[123, 69, 295, 180]
paragraph-group bbox=[123, 68, 295, 1422]
paragraph: Przypatrzywszy się bliżej temu układowi, dojdziemy do przekona- bbox=[1068, 2107, 1215, 2148]
headline-austrian-maneuvers: Manewry austrjackie. bbox=[1081, 64, 1202, 99]
poem-line: Mamy wszakże Manlichera bbox=[1410, 1527, 1490, 1553]
divider bbox=[123, 1441, 295, 1442]
poem-line: Do Canossy, nie do Rzymu — bbox=[1410, 1470, 1508, 1496]
poem-line: Nie polityki mętnej fali, bbox=[1410, 2103, 1533, 2115]
paragraph: Okowita W Warszawie d. 7-go września, płacono za wiadro 100° rs. 9.19, nawet hurtowni 11.78, na wiadro 78° — rs. 9.19. bbox=[1394, 2253, 1541, 2299]
poem-line: (Zatwierdzając kredyt nowy), bbox=[1410, 1792, 1525, 1819]
left-column-4 bbox=[679, 68, 867, 1707]
paragraph: Klub oficerski. Przy zbiegu ulic Skarszewskiej i Wysokiej, naprzeciw Nowego ogrodu, wznosi się budynek, w którym stałą siedzibę znajdzie klub oficerski. Sala koncertowa i zebrań ma być pięknie przyozdobiona. bbox=[311, 563, 483, 673]
header-dash bbox=[1176, 45, 1198, 47]
